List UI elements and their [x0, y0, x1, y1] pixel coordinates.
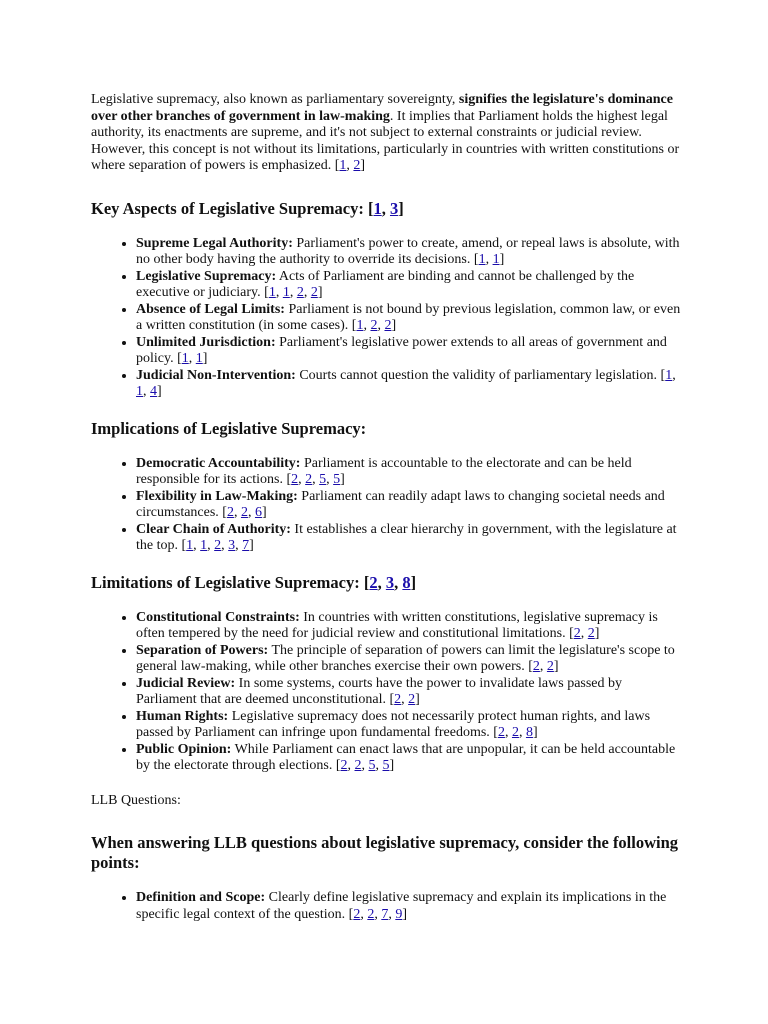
list-item-refs: [1, 1, 2, 3, 7] [178, 538, 254, 553]
list-item [136, 709, 681, 742]
list-item-text: Clearly define legislative supremacy and explain its implications in the specific legal context of the question. [136, 890, 667, 922]
citation-link[interactable]: 2 [546, 659, 554, 674]
citation-link[interactable]: 1 [195, 351, 203, 366]
list-item-refs: [1, 1] [470, 252, 505, 267]
citation-link[interactable]: 3 [228, 538, 236, 553]
citation-link[interactable]: 2 [240, 505, 248, 520]
list-item [136, 236, 681, 269]
citation-link[interactable]: 1 [186, 538, 194, 553]
list-item-term: Absence of Legal Limits: [136, 301, 285, 317]
list-item-text: Acts of Parliament are binding and cannot be challenged by the executive or judiciary. [136, 268, 635, 300]
citation-link[interactable]: 2 [353, 906, 361, 922]
list-item [136, 269, 681, 302]
citation-link[interactable]: 2 [370, 318, 378, 333]
section-heading [91, 199, 681, 219]
intro-refs: [1, 2] [334, 158, 366, 173]
section-heading-text: Key Aspects of Legislative Supremacy: [91, 198, 364, 218]
list-item [136, 890, 681, 923]
citation-link[interactable]: 2 [511, 725, 519, 740]
citation-link[interactable]: 7 [381, 906, 389, 922]
citation-link[interactable]: 1 [136, 384, 143, 399]
citation-link[interactable]: 2 [226, 505, 234, 520]
bullet-list [91, 890, 681, 923]
citation-link[interactable]: 2 [532, 659, 540, 674]
list-item-text: Parliament is accountable to the electorate and can be held responsible for its actions. [136, 455, 632, 487]
citation-link[interactable]: 1 [665, 367, 673, 383]
citation-link[interactable]: 2 [394, 692, 402, 707]
citation-link[interactable]: 2 [296, 285, 304, 300]
citation-link[interactable]: 2 [310, 285, 318, 300]
citation-link[interactable]: 2 [340, 758, 348, 773]
bullet-list [91, 236, 681, 401]
list-item-term: Separation of Powers: [136, 642, 269, 658]
list-item-text: Legislative supremacy does not necessarily protect human rights, and laws passed by Parliament can infringe upon fundamental freedoms. [136, 708, 651, 740]
list-item-term: Democratic Accountability: [136, 455, 301, 471]
list-item-refs: [2, 2, 6] [218, 505, 267, 520]
citation-link[interactable]: 2 [573, 626, 581, 641]
citation-link[interactable]: 5 [319, 472, 327, 487]
section-heading-text: Limitations of Legislative Supremacy: [91, 572, 360, 592]
citation-link[interactable]: 2 [354, 758, 362, 773]
citation-link[interactable]: 6 [254, 505, 262, 520]
list-item-term: Judicial Non-Intervention: [136, 367, 296, 383]
intro-text-post: . It implies that Parliament holds the highest legal authority, its enactments are supreme, and it's not subject to external constraints or judicial review. However, this concept is not without its limitations, particularly in countries with written constitutions or where separation of powers is emphasized. [91, 108, 680, 173]
list-item-term: Public Opinion: [136, 741, 232, 757]
list-item [136, 676, 681, 709]
llb-section-container [91, 833, 681, 923]
list-item-term: Human Rights: [136, 708, 229, 724]
section-heading-refs: [1, 3] [363, 198, 404, 218]
list-item-term: Judicial Review: [136, 675, 236, 691]
section-heading-text: When answering LLB questions about legislative supremacy, consider the following points: [91, 833, 679, 872]
citation-link[interactable]: 5 [382, 758, 390, 773]
citation-link[interactable]: 2 [384, 318, 392, 333]
citation-link[interactable]: 5 [368, 758, 376, 773]
section-heading-refs: [2, 3, 8] [359, 572, 417, 592]
citation-link[interactable]: 2 [291, 472, 299, 487]
list-item-term: Clear Chain of Authority: [136, 521, 291, 537]
list-item-text: Courts cannot question the validity of parliamentary legislation. [299, 367, 658, 383]
list-item-term: Constitutional Constraints: [136, 609, 300, 625]
citation-link[interactable]: 1 [339, 158, 347, 173]
citation-link[interactable]: 2 [408, 692, 416, 707]
citation-link[interactable]: 1 [492, 252, 500, 267]
citation-link[interactable]: 1 [356, 318, 364, 333]
citation-link[interactable]: 8 [402, 572, 411, 592]
citation-link[interactable]: 2 [353, 158, 361, 173]
section-heading [91, 573, 681, 593]
citation-link[interactable]: 7 [242, 538, 250, 553]
citation-link[interactable]: 8 [525, 725, 533, 740]
list-item-refs: [2, 2, 7, 9] [345, 906, 407, 922]
list-item-text: In some systems, courts have the power to invalidate laws passed by Parliament that are deemed unconstitutional. [136, 675, 623, 707]
citation-link[interactable]: 9 [395, 906, 403, 922]
list-item [136, 489, 681, 522]
list-item-text: While Parliament can enact laws that are unpopular, it can be held accountable by the electorate through elections. [136, 741, 676, 773]
list-item-text: In countries with written constitutions, legislative supremacy is often tempered by the need for judicial review and constitutional limitations. [136, 609, 658, 641]
list-item [136, 302, 681, 335]
citation-link[interactable]: 1 [200, 538, 208, 553]
list-item [136, 742, 681, 775]
list-item-refs: [2, 2, 5, 5] [282, 472, 345, 487]
citation-link[interactable]: 2 [367, 906, 375, 922]
citation-link[interactable]: 2 [587, 626, 595, 641]
list-item-term: Legislative Supremacy: [136, 268, 277, 284]
citation-link[interactable]: 3 [385, 572, 395, 592]
list-item [136, 610, 681, 643]
citation-link[interactable]: 4 [150, 384, 157, 399]
list-item-refs: [1, 1, 2, 2] [260, 285, 323, 300]
bullet-list [91, 610, 681, 775]
list-item-term: Definition and Scope: [136, 890, 266, 905]
list-item [136, 335, 681, 368]
citation-link[interactable]: 3 [389, 198, 399, 218]
list-item-refs: [1, 2, 2] [348, 318, 397, 333]
intro-text-bold: signifies the legislature's dominance over other branches of government in law-making [91, 92, 673, 124]
list-item [136, 522, 681, 555]
intro-paragraph [91, 92, 681, 175]
citation-link[interactable]: 1 [282, 285, 290, 300]
list-item-refs: [1, 1] [173, 351, 208, 366]
citation-link[interactable]: 1 [478, 252, 486, 267]
citation-link[interactable]: 2 [214, 538, 222, 553]
list-item-refs: [2, 2, 5, 5] [332, 758, 395, 773]
list-item-text: Parliament is not bound by previous legislation, common law, or even a written constitution (in some cases). [136, 301, 681, 333]
list-item [136, 368, 681, 401]
bullet-list [91, 456, 681, 555]
list-item-refs: [2, 2, 8] [489, 725, 538, 740]
citation-link[interactable]: 2 [305, 472, 313, 487]
sections-container [91, 199, 681, 775]
citation-link[interactable]: 1 [268, 285, 276, 300]
document-body [91, 92, 681, 941]
citation-link[interactable]: 1 [181, 351, 189, 366]
citation-link[interactable]: 1 [373, 198, 382, 218]
intro-text-pre: Legislative supremacy, also known as parliamentary sovereignty, [91, 92, 459, 107]
list-item-term: Flexibility in Law-Making: [136, 488, 298, 504]
list-item-text: Parliament's legislative power extends to all areas of government and policy. [136, 334, 667, 366]
list-item-text: Parliament's power to create, amend, or repeal laws is absolute, with no other body having the authority to override its decisions. [136, 235, 680, 267]
section-heading [91, 833, 681, 873]
list-item-text: It establishes a clear hierarchy in government, with the legislature at the top. [136, 521, 677, 553]
section-heading [91, 419, 681, 439]
list-item-term: Unlimited Jurisdiction: [136, 334, 276, 350]
list-item-text: Parliament can readily adapt laws to changing societal needs and circumstances. [136, 488, 665, 520]
list-item-refs: [1, 1, 4] [136, 367, 676, 399]
list-item-term: Supreme Legal Authority: [136, 235, 293, 251]
list-item [136, 456, 681, 489]
citation-link[interactable]: 2 [369, 572, 378, 592]
list-item-refs: [2, 2] [524, 659, 559, 674]
section-heading-text: Implications of Legislative Supremacy: [91, 418, 367, 438]
list-item-text: The principle of separation of powers can limit the legislature's scope to general law-making, while other branches exercise their own powers. [136, 642, 675, 674]
list-item-refs: [2, 2] [385, 692, 420, 707]
citation-link[interactable]: 5 [333, 472, 341, 487]
list-item-refs: [2, 2] [565, 626, 600, 641]
list-item [136, 643, 681, 676]
citation-link[interactable]: 2 [497, 725, 505, 740]
llb-label: LLB Questions: [91, 792, 181, 808]
